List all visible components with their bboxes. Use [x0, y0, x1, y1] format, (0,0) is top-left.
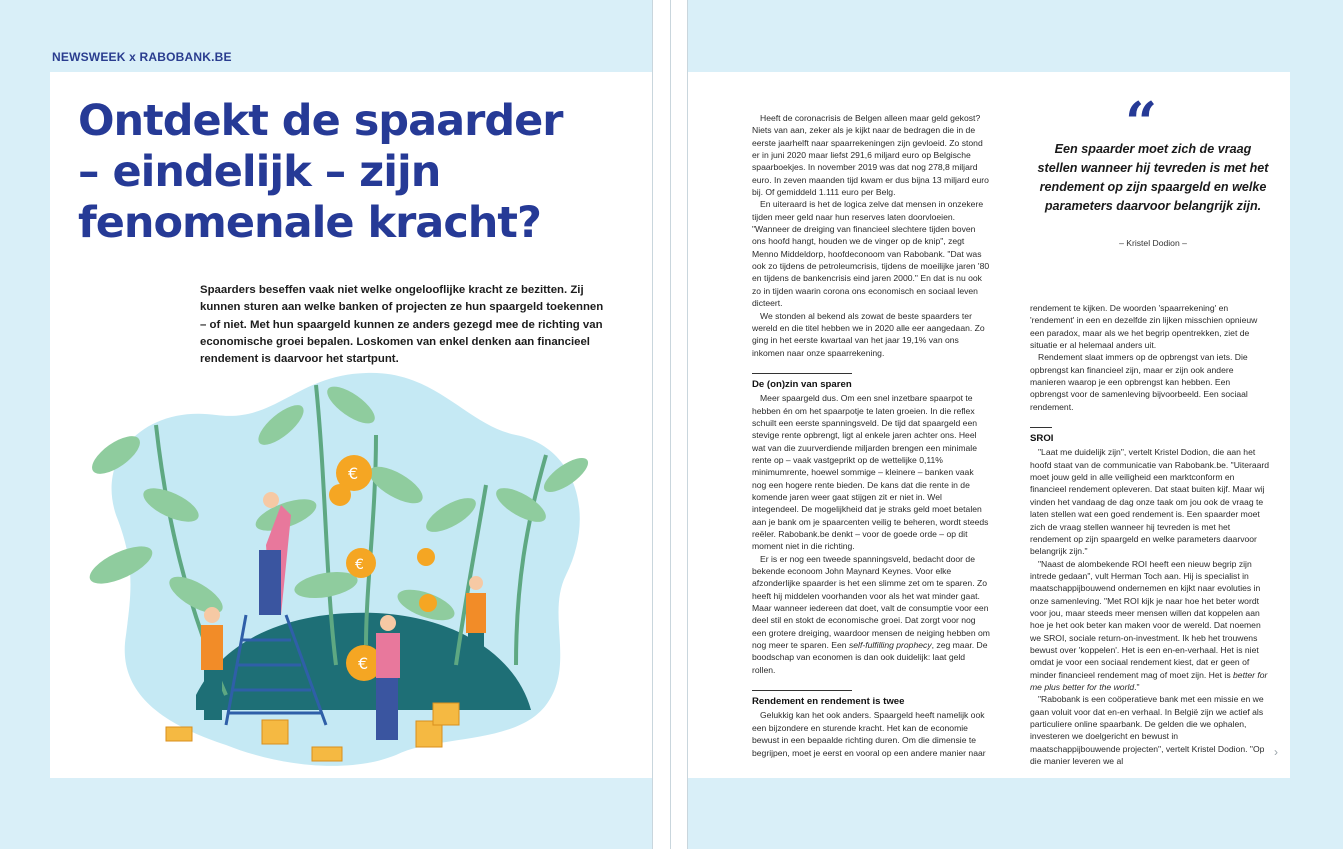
quote-author: – Kristel Dodion –	[1119, 238, 1187, 248]
quote-mark-icon: “	[1125, 90, 1158, 156]
title-line: – eindelijk – zijn	[78, 147, 441, 197]
title-line: fenomenale kracht?	[78, 198, 541, 248]
paragraph: Er is er nog een tweede spanningsveld, bedacht door de bekende econoom John Maynard Keynes. Voor elke afzonderlijke spaarder is het een slimme zet om te sparen. Zo heeft hij middelen voorhanden voor als het wat minder gaat. Maar wanneer iedereen dat doet, valt de consumptie voor een deel stil en stokt de economische groei. Dat zorgt voor nog een grotere dreiging, waardoor mensen de neiging hebben om nog meer te sparen. Een self-fulfilling prophecy, zeg maar. De boodschap van economen is dan ook duidelijk: laat geld rollen.	[752, 553, 990, 675]
paragraph: En uiteraard is het de logica zelve dat mensen in onzekere tijden meer geld naar hun reserves laten doorvloeien. "Wanneer de dreiging van financieel slechtere tijden boven ons hoofd hangt, houden we de vinger op de knip", zegt Menno Middeldorp, hoofdeconoom van Rabobank. "Dat was ook zo tijdens de petroleumcrisis, tijdens de moeilijke jaren '80 en tijdens de bankencrisis eind jaren 2000." En dat is nu ook zo in tijden waarin corona ons economisch en sociaal leven dicteert.	[752, 199, 990, 309]
article-lead: Spaarders beseffen vaak niet welke ongelooflijke kracht ze bezitten. Zij kunnen sturen aan welke banken of projecten ze hun spaargeld toekennen – of niet. Met hun spaargeld kunnen ze anders gezegd mee de richting van economische groei bepalen. Loskomen van enkel denken aan financieel rendement is daarvoor het startpunt.	[200, 284, 604, 366]
paragraph: rendement te kijken. De woorden 'spaarrekening' en 'rendement' in een en dezelfde zin lijken misschien opnieuw een paradox, maar als we het begrip opentrekken, ziet de situatie er al helemaal anders uit.	[1030, 303, 1258, 351]
page-gutter-center	[670, 0, 671, 849]
title-line: Ontdekt de spaarder	[78, 96, 563, 146]
svg-text:€: €	[355, 557, 364, 573]
paragraph: Meer spaargeld dus. Om een snel inzetbare spaarpot te hebben én om het spaarpotje te laten groeien. In die reflex schuilt een eerste spanningsveld. De tijd dat spaargeld een stevige rente opbrengt, ligt al enkele jaren achter ons. Heel wat van die zuurverdiende miljarden brengen een minimale rente op – vaak vastgeprikt op de wettelijke 0,11% minimumrente, hoewel sommige – kleinere – banken vaak nog een hogere rente bieden. De kans dat die rente in de komende jaren weer gaat stijgen zit er niet in. Wel integendeel. De mogelijkheid dat je straks geld moet betalen aan je bank om je spaarcenten veilig te beheren, wordt steeds reëler. Rabobank.be denkt – voor de goede orde – op dit moment niet in die richting.	[752, 393, 989, 552]
paragraph: "Rabobank is een coöperatieve bank met een missie en we gaan voluit voor dat en-en verhaal. In België zijn we actief als particuliere online spaarbank. De gelden die we ophalen, investeren we doelgericht en bewust in maatschappijbouwende projecten", vertelt Kristel Dodion. "Op die manier leveren we al	[1030, 694, 1265, 767]
page-gutter-right	[687, 0, 688, 849]
paragraph: "Laat me duidelijk zijn", vertelt Kristel Dodion, die aan het hoofd staat van de communicatie van Rabobank.be. "Uiteraard moet jouw geld in alle veiligheid een marktconform en financieel rendement opleveren. Dat staat buiten kijf. Maar wij vinden het vandaag de dag onze taak om jou ook de vraag te laten stellen wat een goed rendement is. Een spaarder moet zich de vraag stellen wanneer hij tevreden is met het rendement op zijn spaargeld en welke parameters daarvoor belangrijk zijn."	[1030, 447, 1270, 557]
paragraph: We stonden al bekend als zowat de beste spaarders ter wereld en die titel hebben we in 2020 alle eer aangedaan. Zo ging in het eerste kwartaal van het jaar 19,1% van ons inkomen naar onze spaarrekening.	[752, 310, 985, 358]
section-heading: SROI	[1030, 433, 1054, 445]
section-rule	[752, 690, 852, 691]
section-rule	[1030, 427, 1052, 428]
page-gutter-left	[652, 0, 653, 849]
svg-text:€: €	[348, 464, 359, 483]
pull-quote: Een spaarder moet zich de vraag stellen wanneer hij tevreden is met het rendement op zijn spaargeld en welke parameters daarvoor belangrijk zijn.	[1037, 142, 1269, 213]
article-title	[78, 96, 638, 249]
paragraph: "Naast de alombekende ROI heeft een nieuw begrip zijn intrede gedaan", vult Herman Toch aan. Hij is specialist in maatschappijbouwend ondernemen en kijkt naar evoluties in onze samenleving. "Met ROI kijk je naar hoe het beter wordt voor jou, maar steeds meer mensen willen dat koppelen aan hoe je het ook beter kan maken voor de wereld. Dat noemen we SROI, sociale return-on-investment. Ik heb het trouwens bewust over 'koppelen'. Het is een en-en-verhaal. Het is niet omdat je voor een sociaal rendement kiest, dat er geen of minder financieel rendement mag of moet zijn. Het is better for me plus better for the world."	[1030, 558, 1268, 692]
section-rule	[752, 373, 852, 374]
svg-text:€: €	[358, 654, 369, 673]
brand-header: NEWSWEEK x RABOBANK.BE	[52, 50, 232, 64]
paragraph: Gelukkig kan het ook anders. Spaargeld heeft namelijk ook een bijzondere en sturende kracht. Het kan de economie bewust in een bepaalde richting duren. Om die dimensie te begrijpen, moet je eerst en vooral op een andere manier naar	[752, 710, 986, 758]
next-page-icon[interactable]: ›	[1274, 745, 1278, 759]
article-column-2	[1030, 302, 1270, 767]
section-heading: De (on)zin van sparen	[752, 378, 852, 390]
paragraph: Heeft de coronacrisis de Belgen alleen maar geld gekost? Niets van aan, zeker als je kijkt naar de bedragen die in de eerste jaarhelft naar spaarrekeningen zijn gevloeid. Zo stond er in juni 2020 maar liefst 291,6 miljard euro op Belgische spaarboekjes. In november 2019 was dat nog 278,8 miljard euro. In zeven maanden tijd kwam er dus bijna 13 miljard euro bij. Of gemiddeld 1.111 euro per Belg.	[752, 113, 989, 198]
savings-plants-illustration	[76, 365, 606, 775]
paragraph: Rendement slaat immers op de opbrengst van iets. Die opbrengst kan financieel zijn, maar er zijn ook andere manieren waarop je een opbrengst kan hebben. Een opbrengst voor de samenleving bijvoorbeeld. Een sociaal rendement.	[1030, 352, 1248, 412]
section-heading: Rendement en rendement is twee	[752, 696, 905, 708]
article-column-1	[752, 112, 990, 759]
